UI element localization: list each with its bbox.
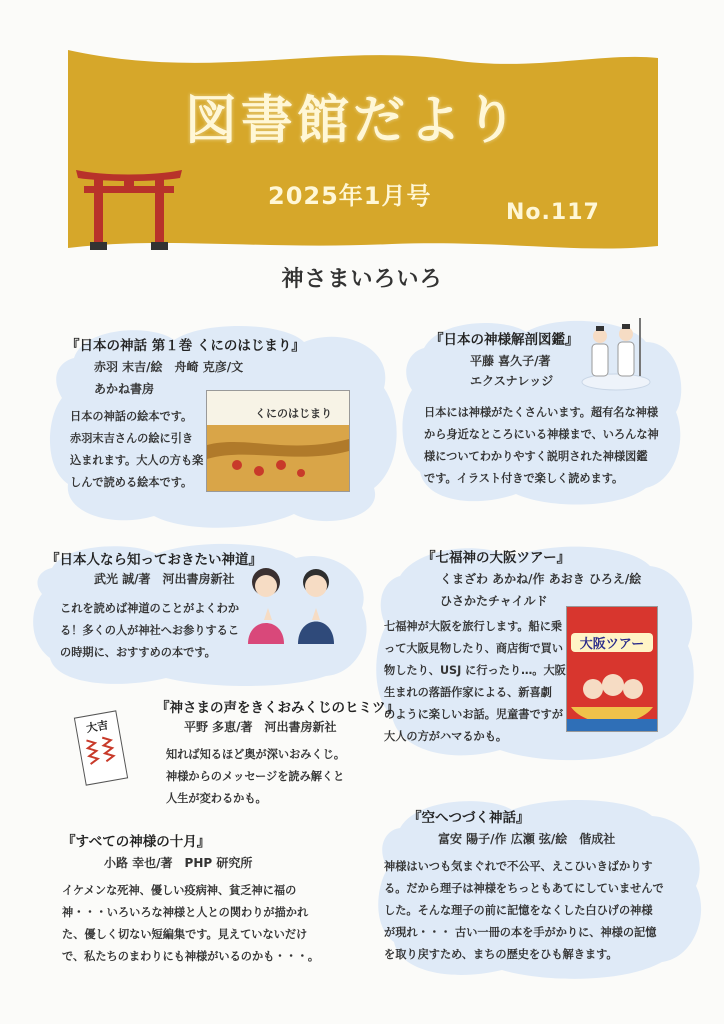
cover-title: 大阪ツアー bbox=[571, 633, 653, 652]
book-author: 富安 陽子/作 広瀬 弦/絵 偕成社 bbox=[438, 832, 616, 846]
book-title: 『日本の神話 第１巻 くにのはじまり』 bbox=[66, 338, 305, 354]
book-description: 神様はいつも気まぐれで不公平、えこひいきばかりす る。だから理子は神様をちっともあてにしていませんで した。そんな理子の前に記憶をなくした白ひげの神様 が現れ・・・ 古い一冊の本を手がかりに、神様の記憶 を取り戻すため、まちの歴史をひも解きます。 bbox=[384, 860, 664, 961]
book-author: くまざわ あかね/作 あおき ひろえ/絵 bbox=[440, 572, 642, 586]
book-title: 『日本人なら知っておきたい神道』 bbox=[46, 552, 262, 568]
book-description: これを読めば神道のことがよくわか る！多くの人が神社へお参りするこ の時期に、おすすめの本です。 bbox=[60, 602, 240, 659]
book-publisher: エクスナレッジ bbox=[470, 374, 554, 388]
omikuji-icon bbox=[72, 709, 130, 788]
book-description: イケメンな死神、優しい疫病神、貧乏神に福の 神・・・いろいろな神様と人との関わりが描かれ た、優しく切ない短編集です。見えていないだけ で、私たちのまわりにも神様がいるのかも・・・。 bbox=[62, 884, 320, 963]
book-author: 武光 誠/著 河出書房新社 bbox=[94, 572, 235, 586]
book-title: 『神さまの声をきくおみくじのヒミツ』 bbox=[156, 700, 399, 716]
praying-people-icon bbox=[240, 560, 344, 644]
issue-number: No.117 bbox=[506, 200, 600, 225]
book-description: 日本には神様がたくさんいます。超有名な神様 から身近なところにいる神様まで、いろんな神 様についてわかりやすく説明された神様図鑑 です。イラスト付きで楽しく読めます。 bbox=[424, 406, 659, 485]
book-author: 平野 多恵/著 河出書房新社 bbox=[184, 720, 337, 734]
book-title: 『すべての神様の十月』 bbox=[62, 834, 211, 850]
book-publisher: ひさかたチャイルド bbox=[440, 594, 548, 608]
book-cover-kuni bbox=[206, 390, 350, 492]
book-title: 『空へつづく神話』 bbox=[408, 810, 530, 826]
book-title: 『七福神の大阪ツアー』 bbox=[422, 550, 571, 566]
book-description: 日本の神話の絵本です。 赤羽末吉さんの絵に引き 込まれます。大人の方も楽 しんで読める絵本です。 bbox=[70, 410, 204, 489]
book-description: 七福神が大阪を旅行します。船に乗 って大阪見物したり、商店街で買い 物したり、USJ に行ったり…。大阪 生まれの落語作家による、新喜劇 のように楽しいお話。児童書ですが 大人の方がハマるかも。 bbox=[384, 620, 566, 743]
cover-title: くにのはじまり bbox=[255, 407, 332, 420]
cover-illustration bbox=[207, 425, 349, 491]
book-description: 知れば知るほど奥が深いおみくじ。 神様からのメッセージを読み解くと 人生が変わるかも。 bbox=[166, 748, 346, 805]
torii-gate-icon bbox=[74, 160, 184, 252]
newsletter-title: 図書館だより bbox=[184, 91, 521, 151]
book-title: 『日本の神様解剖図鑑』 bbox=[430, 332, 579, 348]
feature-theme: 神さまいろいろ bbox=[281, 267, 443, 292]
gods-illustration-icon bbox=[578, 312, 652, 392]
issue-date: 2025年1月号 bbox=[268, 182, 432, 210]
omikuji-label: 大吉 bbox=[85, 718, 110, 736]
book-cover-osaka bbox=[566, 606, 658, 732]
book-author: 平藤 喜久子/著 bbox=[470, 354, 551, 368]
book-author: 小路 幸也/著 PHP 研究所 bbox=[104, 856, 253, 870]
cover-illustration bbox=[567, 659, 657, 731]
book-publisher: あかね書房 bbox=[94, 382, 155, 396]
book-author: 赤羽 末吉/絵 舟崎 克彦/文 bbox=[94, 360, 244, 374]
